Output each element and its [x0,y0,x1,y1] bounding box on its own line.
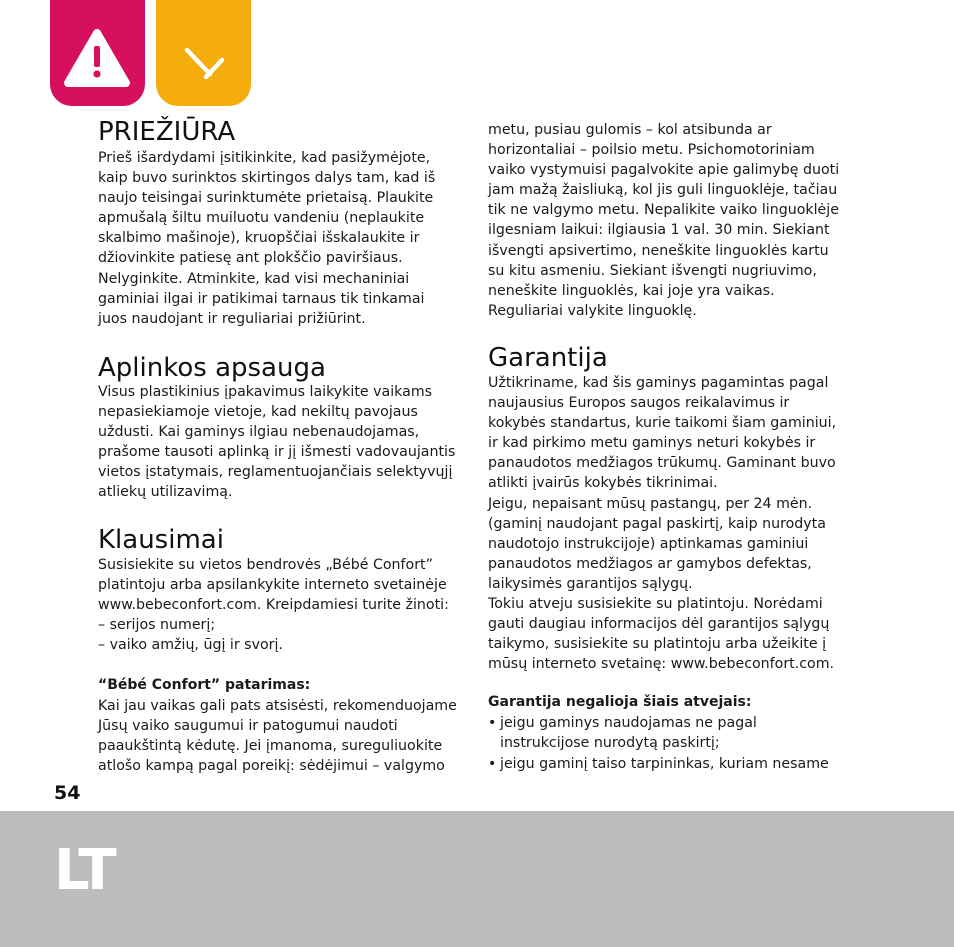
text-line: Nelyginkite. Atminkite, kad visi mechaniniai [98,270,410,287]
warning-tab [50,0,145,106]
questions-heading: Klausimai [98,525,224,555]
text-line: neneškite linguoklės, kai joje yra vaikas. [488,282,775,299]
text-line: Užtikriname, kad šis gaminys pagamintas pagal [488,375,829,391]
text-line: metu, pusiau gulomis – kol atsibunda ar [488,122,772,138]
text-line: atliekų utilizavimą. [98,484,233,501]
text-line: mūsų interneto svetainę: www.bebeconfort.com. [488,656,835,673]
text-line: (gaminį naudojant pagal paskirtį, kaip nurodyta [488,515,826,532]
text-line: kaip buvo surinktos skirtingos dalys tam, kad iš [98,170,436,187]
text-line: paaukštintą kėdutę. Jei įmanoma, sureguliuokite [98,738,443,755]
text-line: kokybės standartus, kurie taikomi šiam gaminiui, [488,415,837,432]
text-line: Reguliariai valykite linguoklę. [488,302,697,319]
language-code: LT [54,838,115,903]
text-line: Prieš išardydami įsitikinkite, kad pasižymėjote, [98,150,431,166]
text-line: Tokiu atveju susisiekite su platintoju. Norėdami [488,596,823,613]
text-line: vaiko vystymuisi pagalvokite apie galimybę duoti [488,162,840,179]
footer-band [0,811,954,947]
text-line: atlošo kampą pagal poreikį: sėdėjimui – valgymo [98,758,445,775]
text-line: prašome tausoti aplinką ir jį išmesti vadovaujantis [98,444,456,461]
text-line: džiovinkite patiesę ant plokščio paviršiaus. [98,250,403,267]
exclusions-heading: Garantija negalioja šiais atvejais: [488,694,752,710]
text-line: atlikti įvairūs kokybės tikrinimai. [488,475,718,492]
screwdriver-icon [156,0,251,106]
text-line: jam mažą žaisliuką, kol jis guli linguoklėje, tačiau [488,182,838,199]
text-line: Jeigu, nepaisant mūsų pastangų, per 24 mėn. [488,495,813,512]
text-line: skalbimo mašinoje), kruopščiai išskalaukite ir [98,230,420,247]
text-line: platintoju arba apsilankykite interneto svetainėje [98,577,447,594]
warranty-text [488,373,836,674]
page-number: 54 [54,782,81,804]
bullet-dot: • [488,715,497,731]
text-line: – vaiko amžių, ūgį ir svorį. [98,637,283,654]
text-line: Kai jau vaikas gali pats atsisėsti, rekomenduojame [98,698,457,714]
tip-text [98,696,457,776]
text-line: www.bebeconfort.com. Kreipdamiesi turite žinoti: [98,597,449,614]
questions-text [98,555,449,655]
text-line: horizontaliai – poilsio metu. Psichomotoriniam [488,142,815,159]
text-line: panaudotos medžiagos trūkumų. Gaminant buvo [488,455,836,472]
exclusion-item [488,754,829,774]
tip-continued-text [488,120,839,321]
text-line: ilgesniam laikui: ilgiausia 1 val. 30 min. Siekiant [488,222,830,239]
text-line: tik ne valgymo metu. Nepalikite vaiko linguoklėje [488,202,839,219]
maintenance-text [98,148,435,329]
text-line: naujausius Europos saugos reikalavimus ir [488,395,790,412]
bullet-text: jeigu gaminys naudojamas ne pagal [500,715,757,731]
text-line: Susisiekite su vietos bendrovės „Bébé Confort” [98,557,433,573]
environment-text [98,382,455,503]
text-line: su kitu asmeniu. Siekiant išvengti nugriuvimo, [488,262,817,279]
text-line: uždusti. Kai gaminys ilgiau nebenaudojamas, [98,424,420,441]
text-line: naujo teisingai surinktumėte prietaisą. Plaukite [98,190,434,207]
text-line: juos naudojant ir reguliariai prižiūrint. [98,310,366,327]
text-line: nepasiekiamoje vietoje, kad nekiltų pavojaus [98,404,418,421]
bullet-text: instrukcijose nurodytą paskirtį; [500,735,720,752]
text-line: vietos įstatymais, reglamentuojančiais selektyvųjį [98,464,453,481]
text-line: gaminiai ilgai ir patikimai tarnaus tik tinkamai [98,290,425,307]
tip-heading: “Bébé Confort” patarimas: [98,677,311,693]
warning-triangle-icon [50,0,145,106]
bullet-dot: • [488,756,497,772]
text-line: gauti daugiau informacijos dėl garantijos sąlygų [488,616,830,633]
text-line: apmušalą šiltu muiluotu vandeniu (neplaukite [98,210,425,227]
text-line: – serijos numerį; [98,617,216,634]
text-line: laikysimės garantijos sąlygų. [488,575,693,592]
text-line: taikymo, susisiekite su platintoju arba užeikite į [488,636,827,653]
maintenance-heading: PRIEŽIŪRA [98,117,236,147]
text-line: Visus plastikinius įpakavimus laikykite vaikams [98,384,433,400]
exclusion-item [488,713,757,753]
text-line: naudotojo instrukcijoje) aptinkamas gaminiui [488,535,809,552]
text-line: ir kad pirkimo metu gaminys neturi kokybės ir [488,435,816,452]
environment-heading: Aplinkos apsauga [98,353,326,383]
text-line: išvengti apsivertimo, neneškite linguoklės kartu [488,242,829,259]
warranty-heading: Garantija [488,343,608,373]
text-line: Jūsų vaiko saugumui ir patogumui naudoti [98,718,398,735]
text-line: panaudotos medžiagos ar gamybos defektas, [488,555,812,572]
tool-tab [156,0,251,106]
bullet-text: jeigu gaminį taiso tarpininkas, kuriam nesame [500,756,829,772]
